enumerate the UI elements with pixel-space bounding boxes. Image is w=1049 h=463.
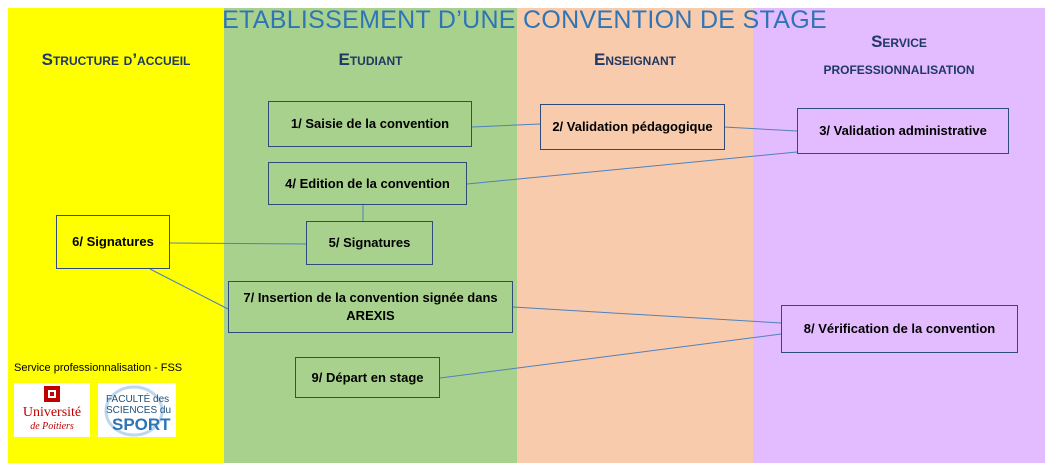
link-3-4 <box>467 152 797 184</box>
step-7-label-line1: 7/ Insertion de la convention signée dans <box>243 290 498 306</box>
step-8-verification <box>781 305 1018 353</box>
link-6-7 <box>150 269 228 309</box>
step-9-label: 9/ Départ en stage <box>311 369 424 385</box>
step-4-label: 4/ Edition de la convention <box>285 175 450 191</box>
step-8-label: 8/ Vérification de la convention <box>803 321 996 337</box>
step-1-saisie <box>268 101 472 147</box>
footer-note: Service professionnalisation - FSS <box>14 362 183 374</box>
column-heading-etudiant: Etudiant <box>338 50 403 69</box>
step-6-label: 6/ Signatures <box>72 234 154 250</box>
diagram-title: ETABLISSEMENT D’UNE CONVENTION DE STAGE <box>222 6 827 34</box>
link-8-9 <box>440 334 781 378</box>
step-3-validation-administrative <box>797 108 1009 154</box>
link-1-2 <box>472 124 540 127</box>
logo-faculte-text: FACULTÉ des <box>106 394 170 405</box>
step-6-signatures <box>56 215 170 269</box>
column-heading-service-line2: professionnalisation <box>823 59 975 78</box>
link-5-6 <box>170 243 306 244</box>
column-heading-enseignant: Enseignant <box>593 50 676 69</box>
logo-poitiers-text: de Poitiers <box>30 421 74 432</box>
step-1-label: 1/ Saisie de la convention <box>290 116 450 132</box>
step-4-edition <box>268 162 467 205</box>
column-heading-service-line1: Service <box>871 32 927 51</box>
step-7-insertion-arexis <box>228 281 513 333</box>
link-7-8 <box>513 307 781 323</box>
step-2-validation-pedagogique <box>540 104 725 150</box>
step-7-label-line2: AREXIS <box>346 308 395 323</box>
step-3-label: 3/ Validation administrative <box>819 123 987 139</box>
column-heading-structure: Structure d’accueil <box>41 50 191 69</box>
step-5-signatures <box>306 221 433 265</box>
step-9-depart-stage <box>295 357 440 398</box>
logo-sport-text: SPORT <box>112 415 171 434</box>
step-2-label: 2/ Validation pédagogique <box>552 119 713 135</box>
step-5-label: 5/ Signatures <box>328 235 411 251</box>
logo-universite-text: Université <box>22 405 82 420</box>
logo-sciences-text: SCIENCES du <box>106 405 172 416</box>
link-2-3 <box>724 127 797 131</box>
